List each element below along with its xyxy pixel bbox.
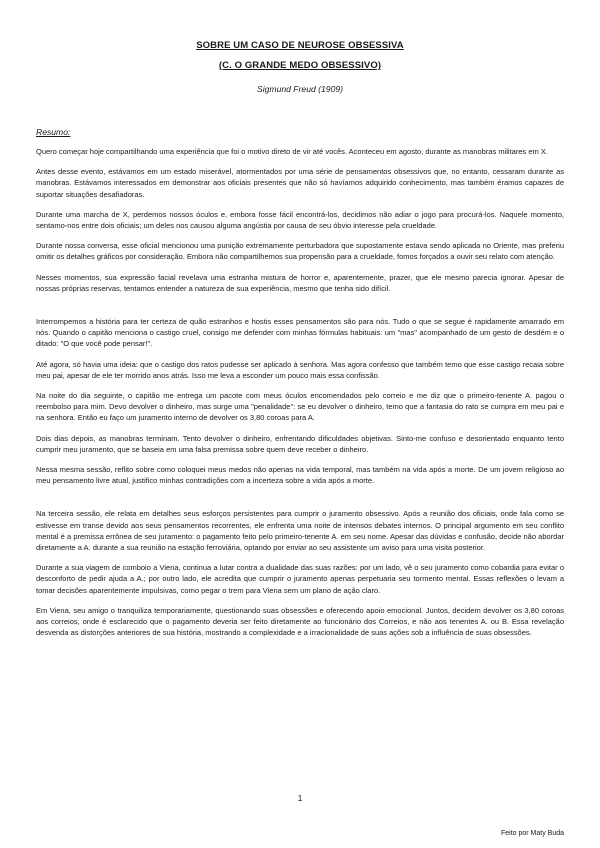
paragraph: Interrompemos a história para ter certeza de quão estranhos e hostis esses pensamentos são para nós. Tudo o que se segue é rapidamente amarrado em nós. Quando o capitão menciona o castigo cruel, consigo me defender com minhas fórmulas habituais: um "mas" acompanhado de um gesto de desdém e o ditado: "O que você pode pensar!". [36, 317, 564, 349]
document-subtitle: (C. O GRANDE MEDO OBSESSIVO) [218, 60, 382, 71]
paragraph: Nesses momentos, sua expressão facial revelava uma estranha mistura de horror e, aparentemente, prazer, que ele mesmo parecia ignorar. Apesar de nossas próprias reservas, tentamos entender a natureza de sua experiência, mesmo que tenha sido difícil. [36, 272, 564, 293]
paragraph: Dois dias depois, as manobras terminam. Tento devolver o dinheiro, enfrentando dificuldades objetivas. Sinto-me confuso e desorientado enquanto tento cumprir meu juramento, que se baseia em uma falsa premissa sobre quem deve receber o dinheiro. [36, 433, 564, 454]
paragraph: Antes desse evento, estávamos em um estado miserável, atormentados por uma série de pensamentos obsessivos que, no entanto, cessaram durante as manobras. Estávamos interessados em demonstrar aos oficiais presentes que não só havíamos adquirido conhecimento, mas também éramos capazes de suportar situações desafiadoras. [36, 167, 564, 199]
paragraph: Durante nossa conversa, esse oficial mencionou uma punição extremamente perturbadora que supostamente estava sendo aplicada no Oriente, mas preferiu omitir os detalhes gráficos por consideração. Embora não compartilhemos sua propensão para a crueldade, fomos forçados a ouvir seu relato com atenção. [36, 241, 564, 262]
author-line: Sigmund Freud (1909) [257, 84, 343, 94]
paragraph: Até agora, só havia uma ideia: que o castigo dos ratos pudesse ser aplicado à senhora. Mas agora confesso que também temo que esse castigo recaia sobre meu pai, apesar de ele ter morrido anos atrás. Isso me leva a esconder um pouco mais essa confissão. [36, 359, 564, 380]
paragraph: Quero começar hoje compartilhando uma experiência que foi o motivo direto de vir até vocês. Aconteceu em agosto, durante as manobras militares em X. [36, 147, 548, 156]
paragraph: Durante uma marcha de X, perdemos nossos óculos e, embora fosse fácil encontrá-los, decidimos não adiar o jogo para procurá-los. Naquele momento, sentamo-nos entre dois oficiais; um deles nos causou alguma angústia por causa de seu óbvio interesse pela crueldade. [36, 209, 564, 231]
section-heading-resumo: Resumo: [36, 127, 71, 137]
page-number: 1 [297, 793, 303, 803]
paragraph: Na terceira sessão, ele relata em detalhes seus esforços persistentes para cumprir o juramento obsessivo. Após a reunião dos oficiais, onde fala como se estivesse em transe devido aos seus pensamentos recorrentes, ele enfrenta uma noite de intensos debates internos. O principal argumento em seu conflito mental é a premissa errônea de seu juramento: o pagamento feito pelo primeiro-tenente A. em seu nome. Apesar das dúvidas e confusão, decide não abordar diretamente a A. durante a sua reunião na estação ferroviária, optando por enviar ao seu assistente um aviso para uma visita posterior. [36, 509, 564, 553]
document-title: SOBRE UM CASO DE NEUROSE OBSESSIVA [196, 40, 404, 51]
paragraph: Em Viena, seu amigo o tranquiliza temporariamente, questionando suas obsessões e oferecendo apoio emocional. Juntos, decidem devolver os 3,80 coroas aos correios, onde é esclarecido que o pagamento deveria ser feito diretamente ao funcionário dos Correios, e não aos tenentes A. ou B. Essa revelação desvenda as distorções anteriores de sua história, mostrando a complexidade e a irracionalidade de suas ações sob a influência de suas obsessões. [36, 605, 564, 638]
paragraph: Nessa mesma sessão, reflito sobre como coloquei meus medos não apenas na vida temporal, mas também na vida após a morte. De um jovem religioso ao meu pensamento livre atual, justifico minhas contradições com a incerteza sobre a vida após a morte. [36, 465, 564, 486]
document-body [36, 146, 564, 648]
author-credit: Feito por Maty Buda [500, 830, 564, 837]
paragraph: Durante a sua viagem de comboio a Viena, continua a lutar contra a dualidade das suas razões: por um lado, vê o seu juramento como cobardia para evitar o desconforto de pedir ajuda a A.; por outro lado, ele acredita que cumprir o juramento apenas perpetuaria seu tormento mental. Essas reflexões o levam a tomar decisões aparentemente impulsivas, como pegar o trem para Viena sem um plano de ação claro. [36, 563, 564, 595]
paragraph: Na noite do dia seguinte, o capitão me entrega um pacote com meus óculos encomendados pelo correio e me diz que o primeiro-tenente A. pagou o reembolso para mim. Devo devolver o dinheiro, mas surge uma "penalidade": se eu devolver o dinheiro, temo que a fantasia do rato se cumpra em meu pai e na senhora. Então eu faço um juramento interno de devolver os 3,80 coroas para A. [36, 391, 564, 423]
